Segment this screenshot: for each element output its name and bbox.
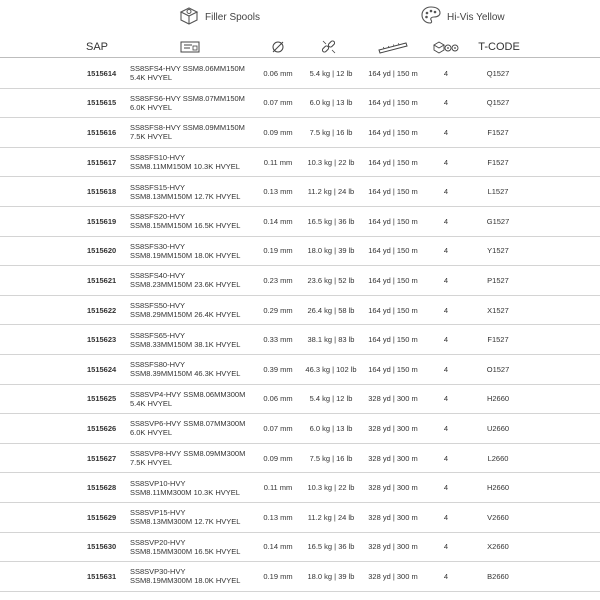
tcode-column-header: T-CODE — [478, 41, 520, 53]
length-value: 328 yd | 300 m — [368, 483, 418, 493]
description-line: SSM8.33MM150M 38.1K HVYEL — [130, 339, 241, 349]
description-line: SS8SFS30-HVY — [130, 241, 186, 251]
length-value: 164 yd | 150 m — [368, 216, 418, 226]
chain-strength-icon — [318, 36, 340, 58]
table-row — [0, 533, 600, 563]
description-line: SSM8.29MM150M 26.4K HVYEL — [130, 310, 241, 320]
sap-number: 1515630 — [87, 542, 117, 552]
strength-value: 5.4 kg | 12 lb — [309, 68, 353, 78]
table-row — [0, 237, 600, 267]
description — [130, 148, 258, 177]
sap-number: 1515617 — [87, 157, 117, 167]
tcode-value: H2660 — [486, 483, 510, 493]
strength-value: 11.2 kg | 24 lb — [307, 187, 355, 197]
strength-value: 18.0 kg | 39 lb — [307, 571, 355, 581]
description-line: SSM8.19MM150M 18.0K HVYEL — [130, 250, 241, 260]
length-value: 328 yd | 300 m — [368, 571, 418, 581]
length-value: 164 yd | 150 m — [368, 364, 418, 374]
length-value: 164 yd | 150 m — [368, 187, 418, 197]
diameter-value: 0.23 mm — [263, 275, 293, 285]
description — [130, 473, 258, 502]
quantity-value: 4 — [443, 216, 449, 226]
quantity-value: 4 — [443, 542, 449, 552]
diameter-value: 0.06 mm — [263, 68, 293, 78]
description-line: SSM8.15MM150M 16.5K HVYEL — [130, 221, 241, 231]
hi-vis-yellow-legend — [420, 6, 505, 28]
strength-value: 6.0 kg | 13 lb — [309, 423, 353, 433]
description — [130, 207, 258, 236]
description — [130, 59, 258, 88]
description — [130, 562, 258, 591]
quantity-value: 4 — [443, 187, 449, 197]
strength-value: 7.5 kg | 16 lb — [309, 453, 353, 463]
table-row — [0, 503, 600, 533]
filler-spools-label: Filler Spools — [205, 11, 261, 23]
strength-value: 23.6 kg | 52 lb — [307, 275, 355, 285]
length-value: 164 yd | 150 m — [368, 275, 418, 285]
hi-vis-yellow-label: Hi-Vis Yellow — [447, 11, 505, 23]
description-line: SS8SVP10-HVY — [130, 478, 186, 488]
diameter-value: 0.19 mm — [263, 571, 293, 581]
diameter-value: 0.11 mm — [263, 157, 293, 167]
length-value: 164 yd | 150 m — [368, 68, 418, 78]
tcode-value: H2660 — [486, 394, 510, 404]
description-line: SS8SVP20-HVY — [130, 537, 186, 547]
strength-value: 10.3 kg | 22 lb — [307, 483, 355, 493]
table-row — [0, 148, 600, 178]
length-value: 164 yd | 150 m — [368, 335, 418, 345]
tcode-value: F1527 — [487, 335, 509, 345]
table-row — [0, 355, 600, 385]
length-value: 328 yd | 300 m — [368, 394, 418, 404]
description — [130, 237, 258, 266]
color-palette-icon — [420, 5, 442, 30]
length-value: 328 yd | 300 m — [368, 453, 418, 463]
table-row — [0, 325, 600, 355]
diameter-value: 0.07 mm — [263, 423, 293, 433]
sap-number: 1515626 — [87, 423, 117, 433]
description — [130, 355, 258, 384]
sap-number: 1515631 — [87, 571, 117, 581]
description-line: SS8SFS8-HVY SSM8.09MM150M — [130, 123, 245, 133]
quantity-value: 4 — [443, 335, 449, 345]
tcode-value: U2660 — [486, 423, 510, 433]
sap-number: 1515618 — [87, 187, 117, 197]
sap-number: 1515625 — [87, 394, 117, 404]
tcode-value: F1527 — [487, 157, 509, 167]
tcode-value: B2660 — [487, 571, 509, 581]
product-table-body — [0, 59, 600, 592]
table-row — [0, 207, 600, 237]
diameter-value: 0.29 mm — [263, 305, 293, 315]
description-line: SS8SFS50-HVY — [130, 301, 186, 311]
tcode-value: L2660 — [487, 453, 509, 463]
table-row — [0, 118, 600, 148]
sap-number: 1515627 — [87, 453, 117, 463]
table-header — [0, 36, 600, 58]
length-value: 164 yd | 150 m — [368, 157, 418, 167]
quantity-value: 4 — [443, 157, 449, 167]
description-line: 5.4K HVYEL — [130, 73, 173, 83]
description-line: SSM8.19MM300M 18.0K HVYEL — [130, 576, 241, 586]
description — [130, 89, 258, 118]
diameter-value: 0.14 mm — [263, 216, 293, 226]
description-line: SS8SFS40-HVY — [130, 271, 186, 281]
description-line: SS8SVP15-HVY — [130, 508, 186, 518]
description-line: SS8SFS80-HVY — [130, 360, 186, 370]
description — [130, 444, 258, 473]
strength-value: 16.5 kg | 36 lb — [307, 542, 355, 552]
description-line: 6.0K HVYEL — [130, 102, 173, 112]
strength-value: 18.0 kg | 39 lb — [307, 246, 355, 256]
description — [130, 266, 258, 295]
sap-number: 1515615 — [87, 98, 117, 108]
quantity-value: 4 — [443, 98, 449, 108]
description — [130, 503, 258, 532]
description-line: SS8SVP4-HVY SSM8.06MM300M — [130, 389, 246, 399]
description-line: SSM8.23MM150M 23.6K HVYEL — [130, 280, 241, 290]
diameter-value: 0.39 mm — [263, 364, 293, 374]
description-line: SSM8.39MM150M 46.3K HVYEL — [130, 369, 241, 379]
diameter-value: 0.09 mm — [263, 127, 293, 137]
sap-number: 1515614 — [87, 68, 117, 78]
description — [130, 296, 258, 325]
strength-value: 26.4 kg | 58 lb — [307, 305, 355, 315]
sap-number: 1515629 — [87, 512, 117, 522]
quantity-value: 4 — [443, 571, 449, 581]
sap-number: 1515620 — [87, 246, 117, 256]
description-line: SS8SFS4-HVY SSM8.06MM150M — [130, 64, 245, 74]
quantity-value: 4 — [443, 305, 449, 315]
table-row — [0, 562, 600, 592]
spools-quantity-icon — [432, 36, 462, 58]
description-line: 7.5K HVYEL — [130, 132, 173, 142]
length-value: 328 yd | 300 m — [368, 423, 418, 433]
tcode-value: G1527 — [486, 216, 510, 226]
filler-spool-box-icon — [178, 5, 200, 30]
description — [130, 414, 258, 443]
description-line: SS8SVP8-HVY SSM8.09MM300M — [130, 449, 246, 459]
sap-column-header: SAP — [86, 41, 109, 53]
strength-value: 11.2 kg | 24 lb — [307, 512, 355, 522]
description — [130, 118, 258, 147]
description-line: 6.0K HVYEL — [130, 428, 173, 438]
diameter-value: 0.11 mm — [263, 483, 293, 493]
tcode-value: Y1527 — [487, 246, 509, 256]
length-value: 164 yd | 150 m — [368, 127, 418, 137]
strength-value: 16.5 kg | 36 lb — [307, 216, 355, 226]
description-line: SS8SFS15-HVY — [130, 182, 186, 192]
tcode-value: L1527 — [487, 187, 509, 197]
description-line: SS8SFS20-HVY — [130, 212, 186, 222]
length-value: 164 yd | 150 m — [368, 98, 418, 108]
sap-number: 1515616 — [87, 127, 117, 137]
tcode-value: X1527 — [487, 305, 509, 315]
tcode-value: P1527 — [487, 275, 509, 285]
length-value: 328 yd | 300 m — [368, 512, 418, 522]
description — [130, 177, 258, 206]
description — [130, 533, 258, 562]
strength-value: 5.4 kg | 12 lb — [309, 394, 353, 404]
diameter-value: 0.19 mm — [263, 246, 293, 256]
quantity-value: 4 — [443, 127, 449, 137]
description — [130, 325, 258, 354]
quantity-value: 4 — [443, 246, 449, 256]
description-line: SS8SVP30-HVY — [130, 567, 186, 577]
diameter-value: 0.14 mm — [263, 542, 293, 552]
diameter-icon — [268, 36, 288, 58]
description-line: SSM8.11MM300M 10.3K HVYEL — [130, 487, 240, 497]
quantity-value: 4 — [443, 364, 449, 374]
tcode-value: Q1527 — [486, 68, 510, 78]
diameter-value: 0.09 mm — [263, 453, 293, 463]
description-line: 5.4K HVYEL — [130, 398, 173, 408]
quantity-value: 4 — [443, 394, 449, 404]
tcode-value: Q1527 — [486, 98, 510, 108]
strength-value: 46.3 kg | 102 lb — [305, 364, 357, 374]
table-row — [0, 385, 600, 415]
quantity-value: 4 — [443, 423, 449, 433]
table-row — [0, 296, 600, 326]
table-row — [0, 266, 600, 296]
sap-number: 1515622 — [87, 305, 117, 315]
quantity-value: 4 — [443, 275, 449, 285]
table-row — [0, 89, 600, 119]
description-line: SSM8.13MM150M 12.7K HVYEL — [130, 191, 241, 201]
length-value: 164 yd | 150 m — [368, 246, 418, 256]
tcode-value: X2660 — [487, 542, 509, 552]
diameter-value: 0.13 mm — [263, 512, 293, 522]
description — [130, 385, 258, 414]
length-value: 164 yd | 150 m — [368, 305, 418, 315]
top-legend — [0, 0, 600, 34]
description-line: SS8SFS6-HVY SSM8.07MM150M — [130, 93, 245, 103]
tcode-value: F1527 — [487, 127, 509, 137]
tcode-value: V2660 — [487, 512, 509, 522]
table-row — [0, 59, 600, 89]
description-line: 7.5K HVYEL — [130, 458, 173, 468]
quantity-value: 4 — [443, 68, 449, 78]
table-row — [0, 177, 600, 207]
strength-value: 7.5 kg | 16 lb — [309, 127, 353, 137]
diameter-value: 0.33 mm — [263, 335, 293, 345]
table-row — [0, 473, 600, 503]
sap-number: 1515623 — [87, 335, 117, 345]
sap-number: 1515621 — [87, 275, 117, 285]
sap-number: 1515619 — [87, 216, 117, 226]
sap-number: 1515628 — [87, 483, 117, 493]
ticket-label-icon — [170, 36, 210, 58]
table-row — [0, 444, 600, 474]
tcode-value: O1527 — [486, 364, 510, 374]
strength-value: 6.0 kg | 13 lb — [309, 98, 353, 108]
diameter-value: 0.07 mm — [263, 98, 293, 108]
description-line: SSM8.13MM300M 12.7K HVYEL — [130, 517, 241, 527]
strength-value: 38.1 kg | 83 lb — [307, 335, 355, 345]
description-line: SS8SFS10-HVY — [130, 153, 186, 163]
description-line: SSM8.15MM300M 16.5K HVYEL — [130, 546, 241, 556]
filler-spools-legend — [178, 6, 260, 28]
description-line: SS8SVP6-HVY SSM8.07MM300M — [130, 419, 246, 429]
quantity-value: 4 — [443, 483, 449, 493]
length-value: 328 yd | 300 m — [368, 542, 418, 552]
quantity-value: 4 — [443, 453, 449, 463]
diameter-value: 0.13 mm — [263, 187, 293, 197]
table-row — [0, 414, 600, 444]
description-line: SSM8.11MM150M 10.3K HVYEL — [130, 162, 240, 172]
quantity-value: 4 — [443, 512, 449, 522]
strength-value: 10.3 kg | 22 lb — [307, 157, 355, 167]
diameter-value: 0.06 mm — [263, 394, 293, 404]
sap-number: 1515624 — [87, 364, 117, 374]
ruler-icon — [376, 36, 410, 58]
description-line: SS8SFS65-HVY — [130, 330, 186, 340]
